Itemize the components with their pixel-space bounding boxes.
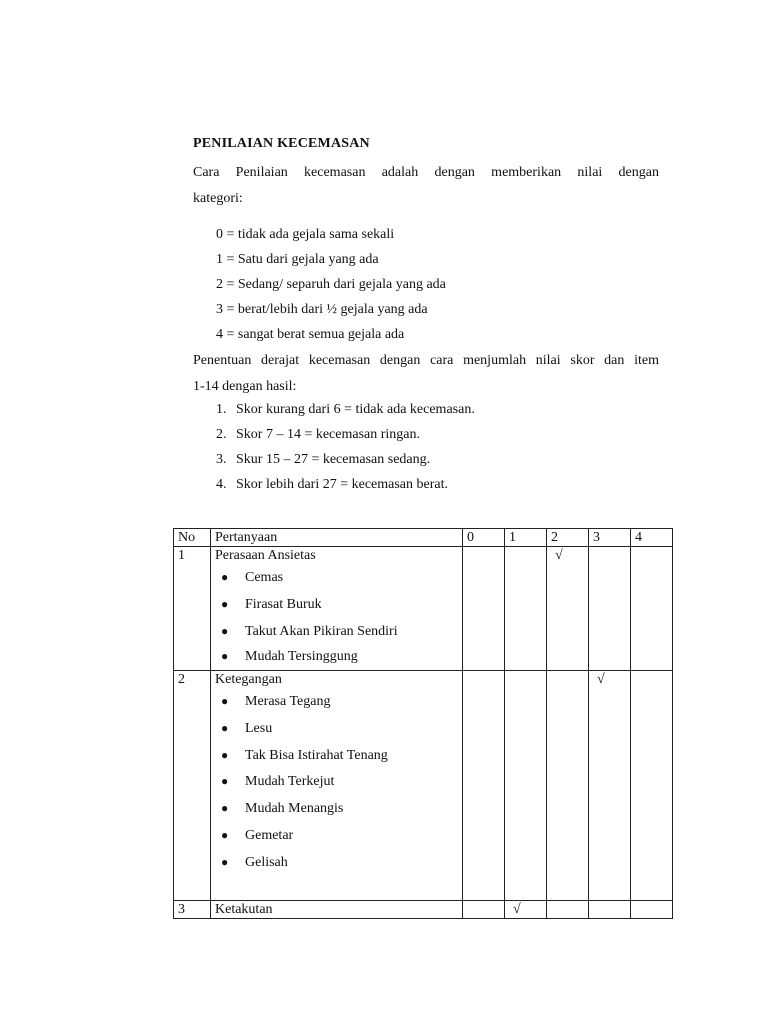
score-cell	[589, 671, 631, 901]
list-item	[221, 688, 458, 715]
score-level-number: 1.	[216, 402, 227, 417]
symptom-text: Mudah Terkejut	[245, 774, 335, 790]
question-cell	[211, 901, 463, 919]
question-title: Ketakutan	[215, 902, 273, 917]
score-cell	[547, 671, 589, 901]
score-cell	[631, 671, 673, 901]
category-item: 2 = Sedang/ separuh dari gejala yang ada	[216, 277, 446, 292]
score-level-text: Skor kurang dari 6 = tidak ada kecemasan.	[236, 402, 475, 417]
symptom-list	[215, 688, 458, 876]
page-title: PENILAIAN KECEMASAN	[193, 136, 370, 151]
category-item: 0 = tidak ada gejala sama sekali	[216, 227, 395, 242]
bullet-icon: ●	[221, 720, 229, 735]
check-mark: √	[597, 672, 605, 687]
intro-line: Cara Penilaian kecemasan adalah dengan memberikan nilai dengan	[193, 165, 659, 180]
symptom-text: Mudah Tersinggung	[245, 649, 358, 665]
assessment-table	[173, 528, 673, 919]
symptom-text: Cemas	[245, 570, 284, 585]
score-cell	[505, 671, 547, 901]
score-level-item	[216, 474, 475, 499]
score-level-number: 2.	[216, 427, 227, 442]
scoring-line: 1-14 dengan hasil:	[193, 379, 297, 394]
table-row	[174, 671, 673, 901]
header-cell: Pertanyaan	[211, 529, 463, 547]
score-cell	[589, 547, 631, 671]
score-level-item	[216, 449, 475, 474]
symptom-text: Gelisah	[245, 854, 288, 870]
bullet-icon: ●	[221, 827, 229, 842]
symptom-text: Mudah Menangis	[245, 801, 344, 817]
check-mark: √	[555, 548, 563, 563]
question-title: Perasaan Ansietas	[215, 548, 316, 563]
score-cell	[589, 901, 631, 919]
header-cell: 3	[589, 529, 631, 547]
header-cell: 2	[547, 529, 589, 547]
header-cell: 0	[463, 529, 505, 547]
question-cell	[211, 671, 463, 901]
intro-line: kategori:	[193, 191, 243, 206]
symptom-text: Merasa Tegang	[245, 694, 331, 709]
score-cell	[547, 901, 589, 919]
bullet-icon: ●	[221, 747, 229, 762]
score-level-item	[216, 424, 475, 449]
scoring-paragraph	[193, 348, 659, 400]
list-item	[221, 715, 458, 742]
score-level-text: Skor lebih dari 27 = kecemasan berat.	[236, 477, 448, 492]
table-row	[174, 547, 673, 671]
symptom-text: Firasat Buruk	[245, 596, 322, 612]
list-item	[221, 822, 458, 849]
table-header-row	[174, 529, 673, 547]
row-number: 2	[174, 671, 211, 901]
category-item: 3 = berat/lebih dari ½ gejala yang ada	[216, 302, 428, 317]
score-level-list	[216, 399, 475, 499]
symptom-text: Takut Akan Pikiran Sendiri	[245, 623, 398, 639]
score-level-number: 3.	[216, 452, 227, 467]
score-cell	[463, 901, 505, 919]
row-number: 1	[174, 547, 211, 671]
bullet-icon: ●	[221, 570, 229, 584]
bullet-icon: ●	[221, 649, 229, 664]
score-cell	[463, 547, 505, 671]
category-list	[216, 224, 446, 349]
list-item	[221, 564, 458, 591]
score-cell	[505, 547, 547, 671]
list-item	[221, 618, 458, 645]
bullet-icon: ●	[221, 854, 229, 869]
symptom-list	[215, 564, 458, 665]
symptom-text: Tak Bisa Istirahat Tenang	[245, 747, 388, 763]
header-cell: 1	[505, 529, 547, 547]
question-title: Ketegangan	[215, 672, 282, 687]
symptom-text: Lesu	[245, 720, 273, 736]
score-cell	[505, 901, 547, 919]
scoring-line: Penentuan derajat kecemasan dengan cara menjumlah nilai skor dan item	[193, 353, 659, 368]
score-level-text: Skur 15 – 27 = kecemasan sedang.	[236, 452, 431, 467]
list-item	[221, 795, 458, 822]
check-mark: √	[513, 902, 521, 917]
score-level-item	[216, 399, 475, 424]
bullet-icon: ●	[221, 694, 229, 708]
list-item	[221, 591, 458, 618]
symptom-text: Gemetar	[245, 827, 294, 843]
bullet-icon: ●	[221, 623, 229, 638]
score-level-text: Skor 7 – 14 = kecemasan ringan.	[236, 427, 421, 442]
list-item	[221, 644, 458, 665]
score-level-number: 4.	[216, 477, 227, 492]
row-number: 3	[174, 901, 211, 919]
category-item: 1 = Satu dari gejala yang ada	[216, 252, 379, 267]
list-item	[221, 768, 458, 795]
intro-paragraph	[193, 160, 659, 212]
header-cell: No	[174, 529, 211, 547]
category-item: 4 = sangat berat semua gejala ada	[216, 327, 405, 342]
table-row	[174, 901, 673, 919]
list-item	[221, 742, 458, 769]
bullet-icon: ●	[221, 774, 229, 789]
header-cell: 4	[631, 529, 673, 547]
score-cell	[631, 547, 673, 671]
bullet-icon: ●	[221, 596, 229, 611]
bullet-icon: ●	[221, 801, 229, 816]
question-cell	[211, 547, 463, 671]
score-cell	[631, 901, 673, 919]
score-cell	[463, 671, 505, 901]
list-item	[221, 849, 458, 876]
score-cell	[547, 547, 589, 671]
